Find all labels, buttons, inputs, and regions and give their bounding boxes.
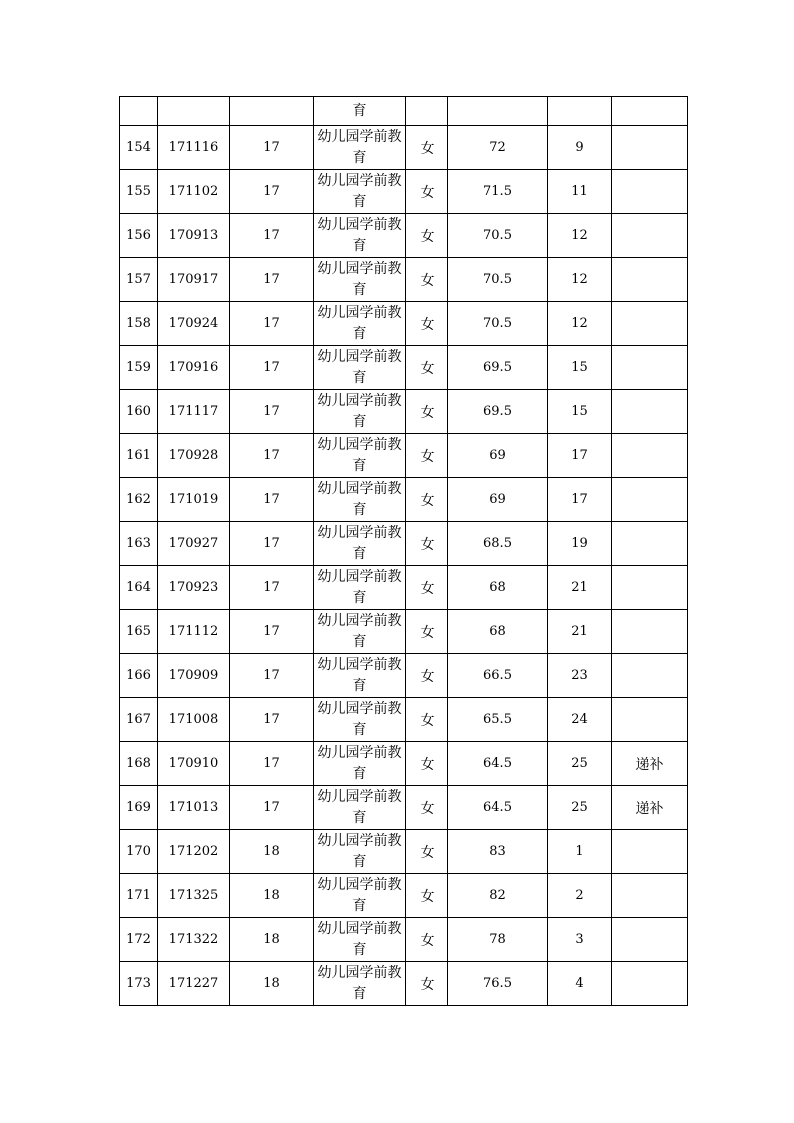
major-line2: 育 xyxy=(352,941,367,958)
cell-id: 170928 xyxy=(158,434,230,478)
major-line2: 育 xyxy=(352,369,367,386)
major-line1: 幼儿园学前教 xyxy=(317,304,402,321)
cell-major xyxy=(314,434,406,478)
cell-gender: 女 xyxy=(406,126,448,170)
cell-score: 82 xyxy=(448,874,548,918)
cell-id: 170917 xyxy=(158,258,230,302)
cell-group: 17 xyxy=(230,786,314,830)
cell-id: 170916 xyxy=(158,346,230,390)
cell-id: 171322 xyxy=(158,918,230,962)
cell-no: 157 xyxy=(120,258,158,302)
cell-gender: 女 xyxy=(406,346,448,390)
cell-no: 163 xyxy=(120,522,158,566)
cell-rank: 25 xyxy=(548,742,612,786)
major-line1: 幼儿园学前教 xyxy=(317,920,402,937)
cell-gender: 女 xyxy=(406,698,448,742)
cell-group: 17 xyxy=(230,258,314,302)
cell-remark: 递补 xyxy=(612,742,688,786)
major-line1: 幼儿园学前教 xyxy=(317,700,402,717)
cell-id: 170909 xyxy=(158,654,230,698)
table-row xyxy=(120,214,688,258)
cell-major xyxy=(314,698,406,742)
major-line2: 育 xyxy=(352,809,367,826)
cell-id: 170924 xyxy=(158,302,230,346)
major-line2: 育 xyxy=(352,413,367,430)
cell-no: 161 xyxy=(120,434,158,478)
cell-score: 70.5 xyxy=(448,302,548,346)
major-line1: 幼儿园学前教 xyxy=(317,612,402,629)
cell-remark xyxy=(612,566,688,610)
table-row xyxy=(120,170,688,214)
cell-remark xyxy=(612,610,688,654)
major-line2: 育 xyxy=(352,633,367,650)
major-line2: 育 xyxy=(352,721,367,738)
major-line2: 育 xyxy=(352,457,367,474)
cell-no: 167 xyxy=(120,698,158,742)
cell-id: 171116 xyxy=(158,126,230,170)
major-line2: 育 xyxy=(352,237,367,254)
cell-score: 78 xyxy=(448,918,548,962)
table-row xyxy=(120,830,688,874)
cell-major xyxy=(314,522,406,566)
cell-rank: 15 xyxy=(548,390,612,434)
cell-gender: 女 xyxy=(406,170,448,214)
cell-gender: 女 xyxy=(406,434,448,478)
major-line2: 育 xyxy=(352,985,367,1002)
continuation-row xyxy=(120,97,688,126)
cell-score xyxy=(448,97,548,126)
cell-id: 171325 xyxy=(158,874,230,918)
cell-id: 171117 xyxy=(158,390,230,434)
cell-group: 17 xyxy=(230,522,314,566)
cell-no: 166 xyxy=(120,654,158,698)
table-row xyxy=(120,654,688,698)
table-row xyxy=(120,478,688,522)
cell-remark xyxy=(612,97,688,126)
major-tail: 育 xyxy=(352,102,367,119)
cell-major xyxy=(314,170,406,214)
cell-rank: 17 xyxy=(548,434,612,478)
cell-rank: 12 xyxy=(548,258,612,302)
major-line2: 育 xyxy=(352,281,367,298)
cell-id: 171202 xyxy=(158,830,230,874)
cell-no: 155 xyxy=(120,170,158,214)
cell-remark xyxy=(612,522,688,566)
cell-group: 17 xyxy=(230,610,314,654)
table-row xyxy=(120,126,688,170)
cell-score: 68 xyxy=(448,566,548,610)
cell-major xyxy=(314,654,406,698)
cell-score: 64.5 xyxy=(448,742,548,786)
cell-gender: 女 xyxy=(406,654,448,698)
cell-gender: 女 xyxy=(406,830,448,874)
table-row xyxy=(120,742,688,786)
cell-id: 171008 xyxy=(158,698,230,742)
major-line1: 幼儿园学前教 xyxy=(317,128,402,145)
cell-rank: 3 xyxy=(548,918,612,962)
cell-remark xyxy=(612,962,688,1006)
cell-id: 171019 xyxy=(158,478,230,522)
table-row xyxy=(120,962,688,1006)
cell-gender: 女 xyxy=(406,478,448,522)
cell-no: 160 xyxy=(120,390,158,434)
cell-score: 69.5 xyxy=(448,390,548,434)
cell-id: 170923 xyxy=(158,566,230,610)
cell-group: 18 xyxy=(230,962,314,1006)
table-row xyxy=(120,698,688,742)
major-line1: 幼儿园学前教 xyxy=(317,436,402,453)
major-line2: 育 xyxy=(352,193,367,210)
cell-major xyxy=(314,962,406,1006)
table-row xyxy=(120,346,688,390)
cell-no: 170 xyxy=(120,830,158,874)
cell-major xyxy=(314,786,406,830)
major-line1: 幼儿园学前教 xyxy=(317,568,402,585)
cell-score: 69 xyxy=(448,478,548,522)
table-row xyxy=(120,390,688,434)
major-line1: 幼儿园学前教 xyxy=(317,392,402,409)
major-line1: 幼儿园学前教 xyxy=(317,260,402,277)
cell-score: 68.5 xyxy=(448,522,548,566)
major-line2: 育 xyxy=(352,545,367,562)
table-row xyxy=(120,258,688,302)
major-line2: 育 xyxy=(352,149,367,166)
cell-remark xyxy=(612,698,688,742)
cell-major xyxy=(314,97,406,126)
cell-score: 65.5 xyxy=(448,698,548,742)
cell-id: 171227 xyxy=(158,962,230,1006)
cell-no: 171 xyxy=(120,874,158,918)
table-row xyxy=(120,786,688,830)
cell-no: 168 xyxy=(120,742,158,786)
cell-remark xyxy=(612,390,688,434)
cell-no: 165 xyxy=(120,610,158,654)
cell-group: 17 xyxy=(230,346,314,390)
cell-rank: 21 xyxy=(548,566,612,610)
cell-id xyxy=(158,97,230,126)
cell-score: 71.5 xyxy=(448,170,548,214)
cell-remark xyxy=(612,478,688,522)
cell-major xyxy=(314,214,406,258)
cell-rank: 21 xyxy=(548,610,612,654)
cell-no: 162 xyxy=(120,478,158,522)
cell-group: 17 xyxy=(230,302,314,346)
table-row xyxy=(120,434,688,478)
major-line2: 育 xyxy=(352,501,367,518)
cell-no: 158 xyxy=(120,302,158,346)
cell-id: 171112 xyxy=(158,610,230,654)
cell-rank: 15 xyxy=(548,346,612,390)
cell-gender: 女 xyxy=(406,566,448,610)
table-row xyxy=(120,566,688,610)
cell-major xyxy=(314,830,406,874)
cell-major xyxy=(314,874,406,918)
major-line1: 幼儿园学前教 xyxy=(317,788,402,805)
cell-score: 69 xyxy=(448,434,548,478)
cell-gender: 女 xyxy=(406,742,448,786)
cell-major xyxy=(314,258,406,302)
table-row xyxy=(120,918,688,962)
cell-rank: 9 xyxy=(548,126,612,170)
cell-remark xyxy=(612,170,688,214)
cell-major xyxy=(314,126,406,170)
cell-remark xyxy=(612,830,688,874)
cell-score: 70.5 xyxy=(448,214,548,258)
cell-group: 18 xyxy=(230,830,314,874)
major-line1: 幼儿园学前教 xyxy=(317,964,402,981)
cell-rank: 11 xyxy=(548,170,612,214)
cell-gender: 女 xyxy=(406,522,448,566)
major-line1: 幼儿园学前教 xyxy=(317,348,402,365)
cell-major xyxy=(314,302,406,346)
cell-group: 17 xyxy=(230,566,314,610)
cell-rank: 12 xyxy=(548,214,612,258)
cell-gender: 女 xyxy=(406,302,448,346)
cell-group: 17 xyxy=(230,742,314,786)
cell-group: 18 xyxy=(230,874,314,918)
major-line2: 育 xyxy=(352,677,367,694)
cell-rank: 25 xyxy=(548,786,612,830)
major-line1: 幼儿园学前教 xyxy=(317,832,402,849)
cell-gender: 女 xyxy=(406,258,448,302)
cell-group: 17 xyxy=(230,170,314,214)
major-line1: 幼儿园学前教 xyxy=(317,216,402,233)
major-line1: 幼儿园学前教 xyxy=(317,172,402,189)
cell-group: 17 xyxy=(230,390,314,434)
major-line2: 育 xyxy=(352,897,367,914)
cell-group: 17 xyxy=(230,214,314,258)
cell-remark xyxy=(612,918,688,962)
cell-major xyxy=(314,610,406,654)
cell-remark xyxy=(612,434,688,478)
table-row xyxy=(120,302,688,346)
cell-score: 72 xyxy=(448,126,548,170)
cell-rank: 2 xyxy=(548,874,612,918)
cell-rank: 24 xyxy=(548,698,612,742)
cell-major xyxy=(314,346,406,390)
cell-id: 170927 xyxy=(158,522,230,566)
cell-rank: 19 xyxy=(548,522,612,566)
cell-gender: 女 xyxy=(406,390,448,434)
cell-remark xyxy=(612,654,688,698)
cell-group: 18 xyxy=(230,918,314,962)
cell-score: 76.5 xyxy=(448,962,548,1006)
cell-gender: 女 xyxy=(406,214,448,258)
table-row xyxy=(120,610,688,654)
cell-no: 156 xyxy=(120,214,158,258)
cell-no: 159 xyxy=(120,346,158,390)
cell-no: 173 xyxy=(120,962,158,1006)
cell-gender: 女 xyxy=(406,786,448,830)
cell-score: 68 xyxy=(448,610,548,654)
cell-remark xyxy=(612,126,688,170)
table-row xyxy=(120,874,688,918)
cell-gender: 女 xyxy=(406,918,448,962)
cell-score: 66.5 xyxy=(448,654,548,698)
major-line1: 幼儿园学前教 xyxy=(317,876,402,893)
cell-major xyxy=(314,390,406,434)
results-table xyxy=(119,96,688,1006)
cell-score: 64.5 xyxy=(448,786,548,830)
major-line2: 育 xyxy=(352,325,367,342)
cell-major xyxy=(314,742,406,786)
major-line1: 幼儿园学前教 xyxy=(317,480,402,497)
cell-remark xyxy=(612,214,688,258)
cell-group: 17 xyxy=(230,478,314,522)
major-line1: 幼儿园学前教 xyxy=(317,656,402,673)
cell-score: 70.5 xyxy=(448,258,548,302)
cell-score: 83 xyxy=(448,830,548,874)
cell-major xyxy=(314,566,406,610)
cell-remark xyxy=(612,346,688,390)
major-line2: 育 xyxy=(352,853,367,870)
cell-group: 17 xyxy=(230,698,314,742)
cell-no: 164 xyxy=(120,566,158,610)
cell-gender xyxy=(406,97,448,126)
cell-gender: 女 xyxy=(406,874,448,918)
cell-remark xyxy=(612,302,688,346)
cell-rank: 1 xyxy=(548,830,612,874)
cell-gender: 女 xyxy=(406,610,448,654)
cell-group: 17 xyxy=(230,434,314,478)
cell-id: 171102 xyxy=(158,170,230,214)
cell-rank xyxy=(548,97,612,126)
cell-rank: 4 xyxy=(548,962,612,1006)
major-line1: 幼儿园学前教 xyxy=(317,524,402,541)
cell-no: 172 xyxy=(120,918,158,962)
cell-no: 169 xyxy=(120,786,158,830)
cell-no xyxy=(120,97,158,126)
cell-id: 170910 xyxy=(158,742,230,786)
cell-score: 69.5 xyxy=(448,346,548,390)
cell-gender: 女 xyxy=(406,962,448,1006)
cell-major xyxy=(314,918,406,962)
cell-remark xyxy=(612,258,688,302)
major-line2: 育 xyxy=(352,589,367,606)
cell-id: 171013 xyxy=(158,786,230,830)
cell-rank: 12 xyxy=(548,302,612,346)
cell-group: 17 xyxy=(230,654,314,698)
major-line1: 幼儿园学前教 xyxy=(317,744,402,761)
cell-id: 170913 xyxy=(158,214,230,258)
cell-group: 17 xyxy=(230,126,314,170)
cell-no: 154 xyxy=(120,126,158,170)
table-body xyxy=(120,97,688,1006)
cell-group xyxy=(230,97,314,126)
cell-rank: 17 xyxy=(548,478,612,522)
table-row xyxy=(120,522,688,566)
cell-remark xyxy=(612,874,688,918)
cell-rank: 23 xyxy=(548,654,612,698)
major-line2: 育 xyxy=(352,765,367,782)
cell-remark: 递补 xyxy=(612,786,688,830)
cell-major xyxy=(314,478,406,522)
